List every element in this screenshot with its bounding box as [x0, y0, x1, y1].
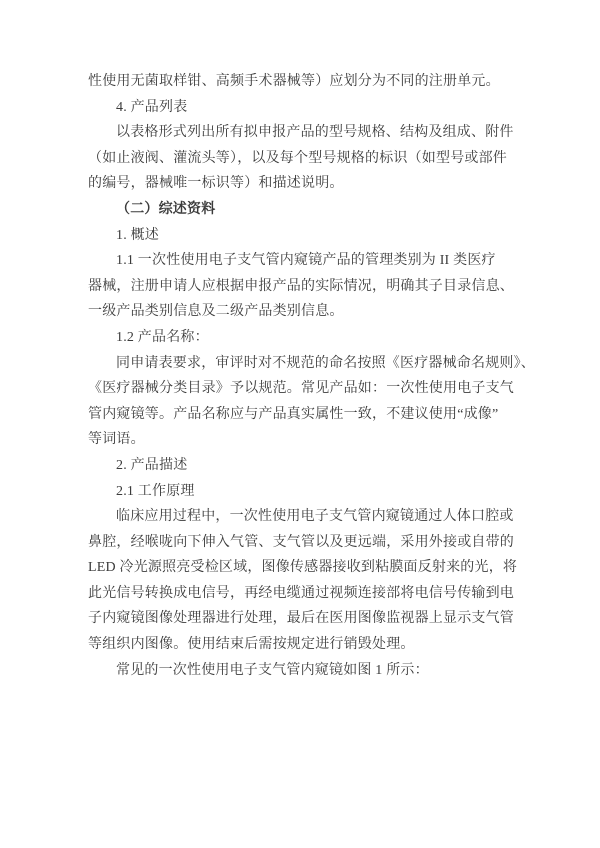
text-line: 的编号，器械唯一标识等）和描述说明。: [88, 176, 344, 192]
text-line: 此光信号转换成电信号，再经电缆通过视频连接部将电信号传输到电: [88, 585, 514, 601]
text-line: 以表格形式列出所有拟申报产品的型号规格、结构及组成、附件: [116, 125, 514, 141]
text-line: 鼻腔，经喉咙向下伸入气管、支气管以及更远端，采用外接或自带的: [88, 534, 514, 550]
text-line: 一级产品类别信息及二级产品类别信息。: [88, 304, 344, 320]
text-line: 同申请表要求，审评时对不规范的命名按照《医疗器械命名规则》、: [116, 355, 535, 371]
text-line: 等组织内图像。使用结束后需按规定进行销毁处理。: [88, 637, 415, 653]
text-line: （如止液阀、灌流头等），以及每个型号规格的标识（如型号或部件: [88, 150, 507, 166]
text-line: 《医疗器械分类目录》予以规范。常见产品如：一次性使用电子支气: [88, 381, 514, 397]
document-body: [88, 69, 535, 683]
text-line: 常见的一次性使用电子支气管内窥镜如图 1 所示：: [116, 662, 429, 678]
text-line: 等词语。: [88, 432, 145, 448]
text-line: 器械，注册申请人应根据申报产品的实际情况，明确其子目录信息、: [88, 278, 514, 294]
text-line: 2. 产品描述: [116, 457, 188, 473]
text-line: 性使用无菌取样钳、高频手术器械等）应划分为不同的注册单元。: [88, 74, 500, 89]
text-line: （二）综述资料: [116, 201, 216, 217]
text-line: 管内窥镜等。产品名称应与产品真实属性一致，不建议使用“成像”: [88, 406, 499, 422]
text-line: 4. 产品列表: [116, 99, 188, 115]
text-line: 临床应用过程中，一次性使用电子支气管内窥镜通过人体口腔或: [116, 509, 514, 525]
text-line: 2.1 工作原理: [116, 483, 195, 499]
text-line: 1.1 一次性使用电子支气管内窥镜产品的管理类别为 II 类医疗: [116, 253, 496, 269]
text-line: 1. 概述: [116, 227, 159, 243]
text-line: 1.2 产品名称：: [116, 329, 209, 345]
text-line: LED 冷光源照亮受检区域，图像传感器接收到粘膜面反射来的光，将: [88, 560, 518, 576]
text-line: 子内窥镜图像处理器进行处理，最后在医用图像监视器上显示支气管: [88, 611, 514, 627]
